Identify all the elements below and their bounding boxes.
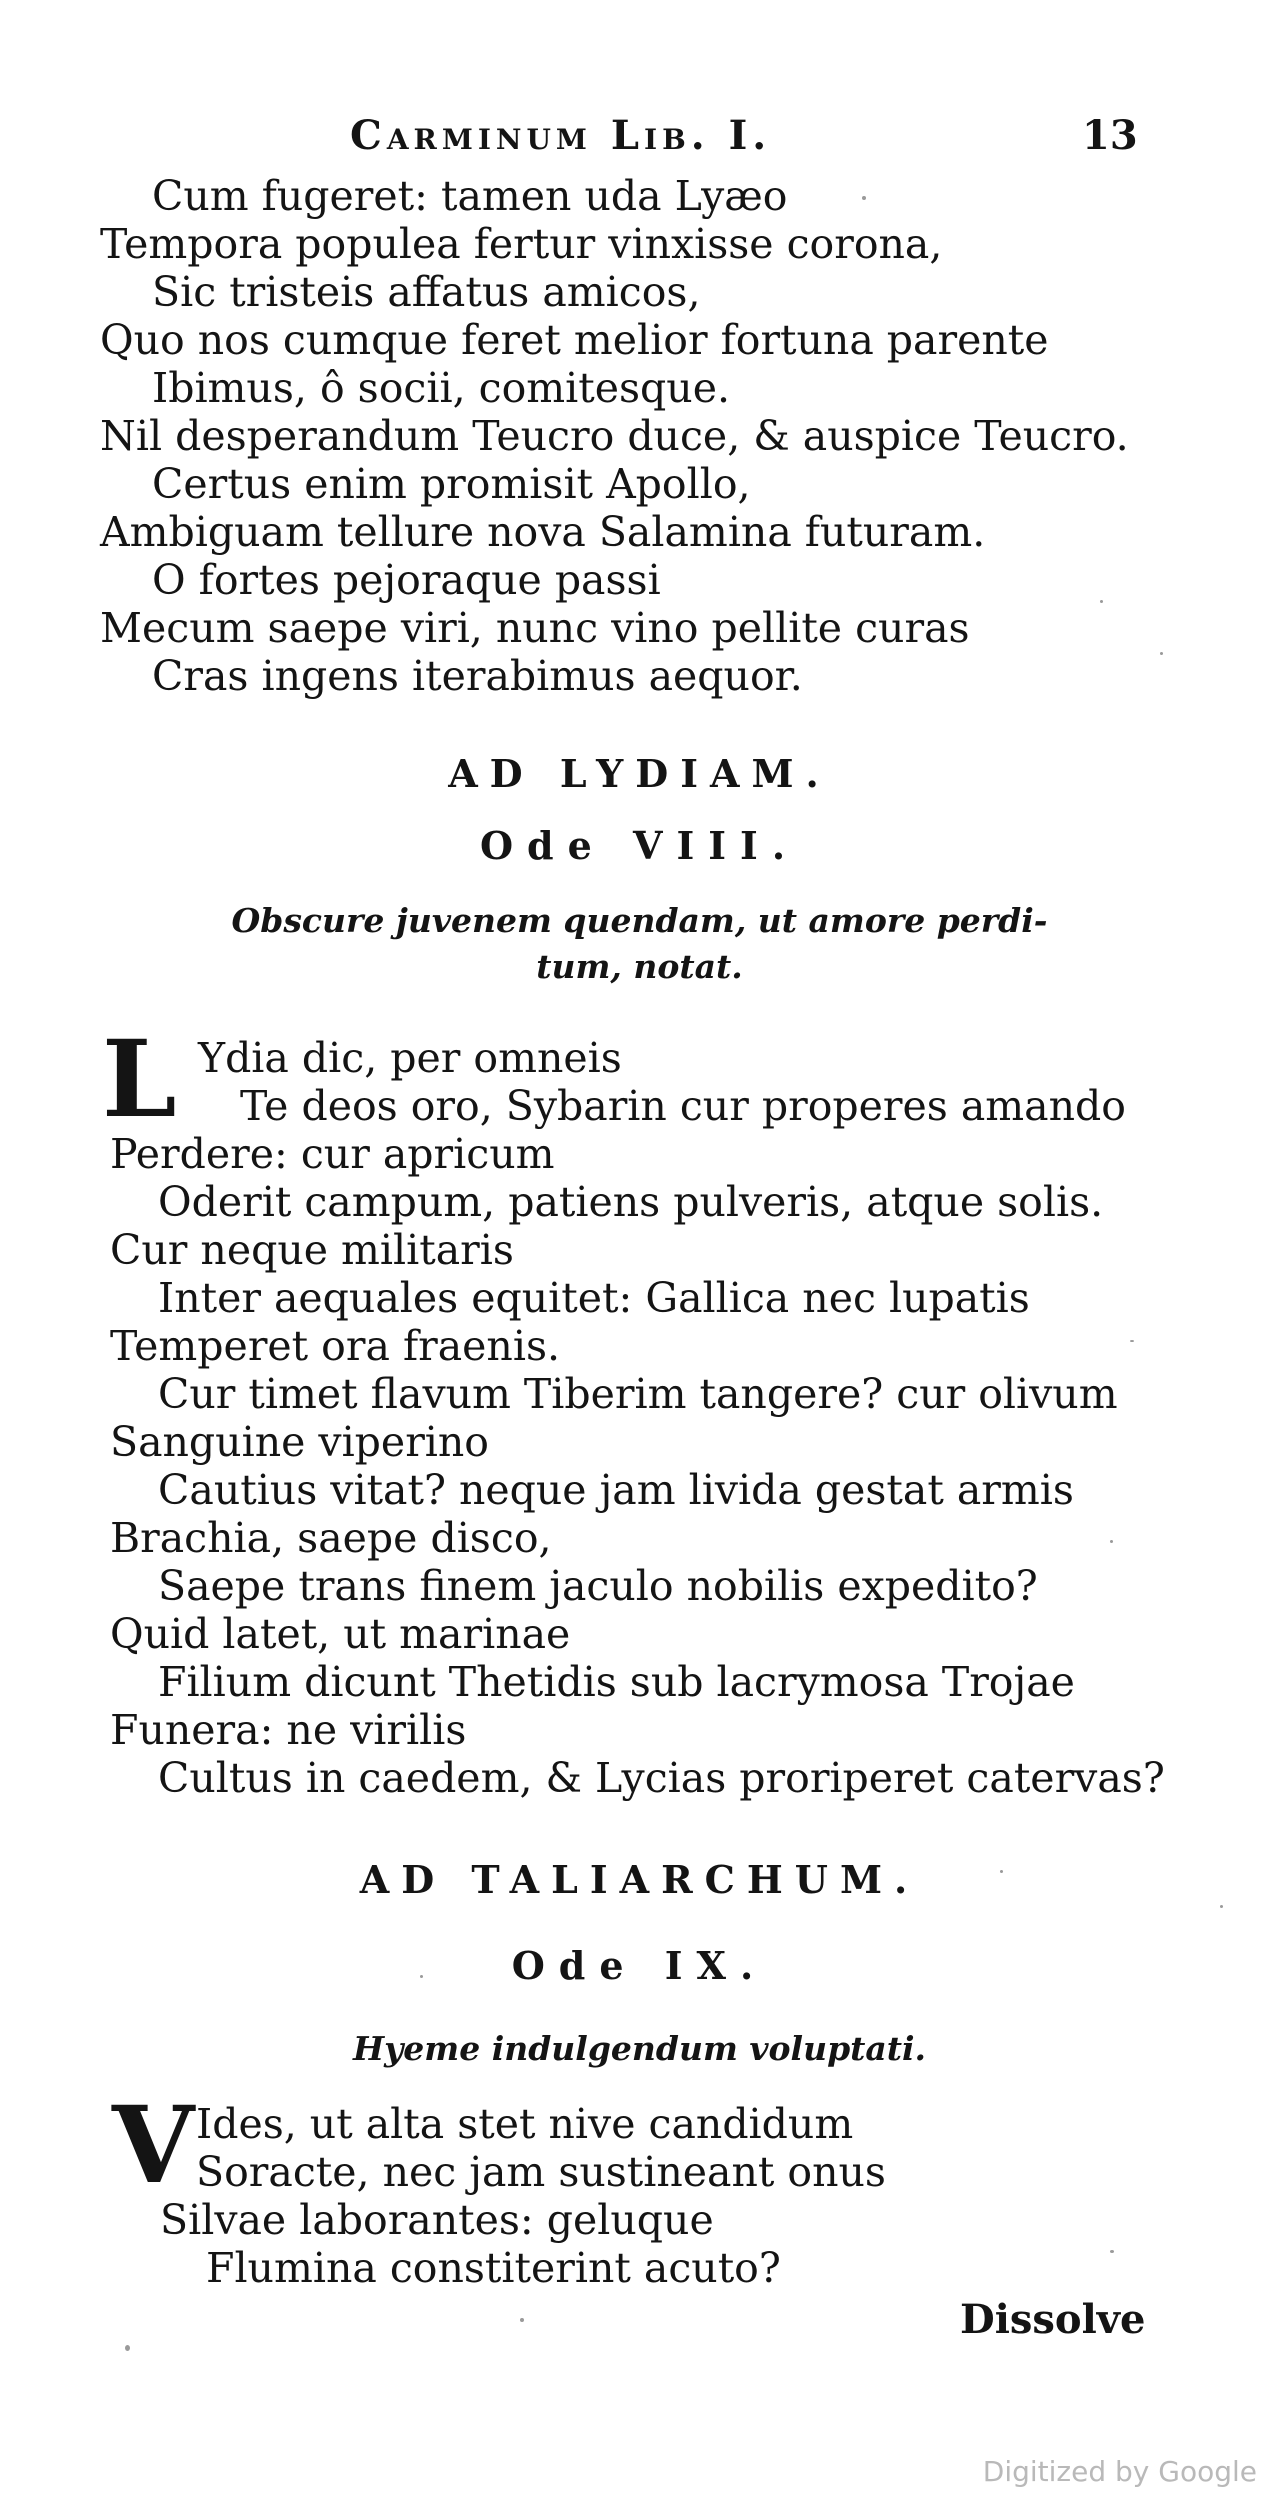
scan-speck (520, 2318, 524, 2322)
page-number: 13 (1082, 112, 1138, 159)
verse-line: Tempora populea fertur vinxisse corona, (100, 220, 943, 268)
ode-viii-title: AD LYDIAM. (448, 751, 831, 796)
ode-ix-argument: Hyeme indulgendum voluptati. (352, 2029, 927, 2068)
verse-line: Sic tristeis affatus amicos, (152, 268, 701, 316)
scan-speck (1000, 1870, 1003, 1873)
scan-speck (125, 2345, 130, 2351)
verse-line: Silvae laborantes: geluque (160, 2196, 714, 2244)
verse-line: Funera: ne virilis (110, 1706, 467, 1754)
verse-line: O fortes pejoraque passi (152, 556, 661, 604)
scan-speck (862, 196, 866, 200)
ode-viii-number: Ode VIII. (479, 823, 800, 868)
verse-line: Certus enim promisit Apollo, (152, 460, 751, 508)
verse-line: Soracte, nec jam sustineant onus (196, 2148, 886, 2196)
verse-line: Cur timet flavum Tiberim tangere? cur olivum (158, 1370, 1118, 1418)
verse-line: Quid latet, ut marinae (110, 1610, 571, 1658)
verse-line: Saepe trans finem jaculo nobilis expedito? (158, 1562, 1038, 1610)
verse-line: Ambiguam tellure nova Salamina futuram. (100, 508, 986, 556)
verse-line: Perdere: cur apricum (110, 1130, 555, 1178)
verse-line: Oderit campum, patiens pulveris, atque solis. (158, 1178, 1104, 1226)
catchword: Dissolve (960, 2296, 1146, 2343)
verse-line: Cautius vitat? neque jam livida gestat armis (158, 1466, 1074, 1514)
verse-line: Cum fugeret: tamen uda Lyæo (152, 172, 788, 220)
scan-speck (1220, 1905, 1223, 1908)
verse-line: Inter aequales equitet: Gallica nec lupatis (158, 1274, 1030, 1322)
verse-line: Ydia dic, per omneis (198, 1034, 622, 1082)
verse-line: Cras ingens iterabimus aequor. (152, 652, 803, 700)
verse-line: Flumina constiterint acuto? (206, 2244, 781, 2292)
verse-line: Mecum saepe viri, nunc vino pellite curas (100, 604, 970, 652)
scan-speck (1130, 1340, 1134, 1342)
verse-line: Temperet ora fraenis. (110, 1322, 561, 1370)
digitized-credit: Digitized by Google (982, 2455, 1257, 2488)
verse-line: Ibimus, ô socii, comitesque. (152, 364, 731, 412)
drop-cap: L (102, 1016, 177, 1141)
scan-speck (1110, 1540, 1113, 1543)
scan-speck (1110, 2250, 1114, 2253)
verse-line: Brachia, saepe disco, (110, 1514, 552, 1562)
ode-viii-argument-line2: tum, notat. (536, 947, 743, 986)
scan-speck (1160, 652, 1163, 655)
verse-line: Quo nos cumque feret melior fortuna parente (100, 316, 1049, 364)
verse-line: Nil desperandum Teucro duce, & auspice Teucro. (100, 412, 1129, 460)
ode-ix-number: Ode IX. (511, 1943, 768, 1988)
verse-line: Te deos oro, Sybarin cur properes amando (240, 1082, 1126, 1130)
running-title: Carminum Lib. I. (350, 112, 772, 159)
ode-viii-argument-line1: Obscure juvenem quendam, ut amore perdi- (231, 901, 1048, 940)
verse-line: Sanguine viperino (110, 1418, 489, 1466)
scan-speck (1100, 600, 1103, 603)
verse-line: Cur neque militaris (110, 1226, 514, 1274)
verse-line: Filium dicunt Thetidis sub lacrymosa Trojae (158, 1658, 1075, 1706)
verse-line: Cultus in caedem, & Lycias proriperet catervas? (158, 1754, 1165, 1802)
ode-ix-title: AD TALIARCHUM. (359, 1857, 920, 1902)
scan-speck (420, 1975, 423, 1978)
verse-line: Ides, ut alta stet nive candidum (196, 2100, 854, 2148)
drop-cap: V (112, 2082, 195, 2207)
